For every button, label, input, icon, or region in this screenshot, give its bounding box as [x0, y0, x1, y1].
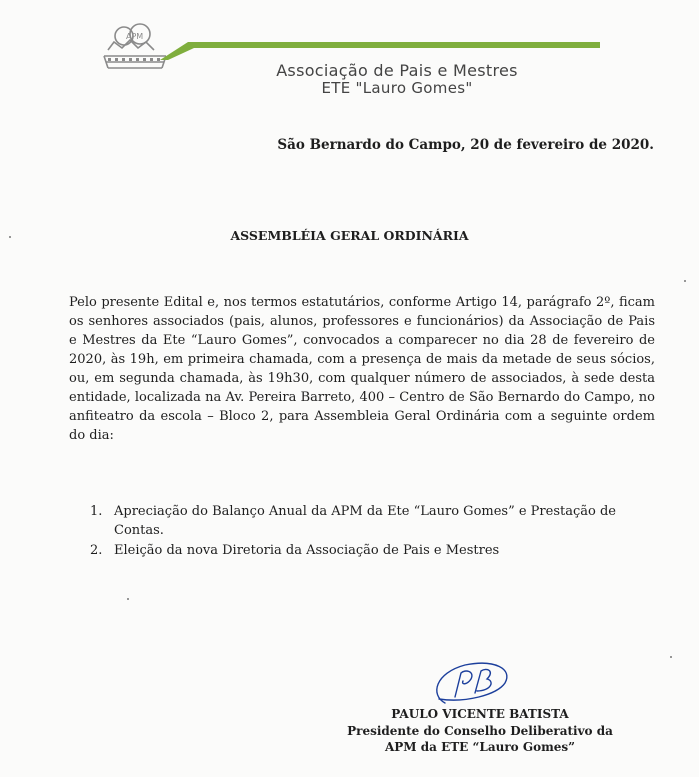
agenda-item — [90, 541, 655, 560]
signature — [425, 655, 515, 710]
agenda-item-number: 2. — [90, 543, 103, 558]
organization-name — [222, 62, 572, 97]
signer-role: Presidente do Conselho Deliberativo da — [347, 723, 613, 738]
body-paragraph: Pelo presente Edital e, nos termos estatutários, conforme Artigo 14, parágrafo 2º, ficam os senhores associados (pais, alunos, professores e funcionários) da Associação de Pais e Mestres da Ete “Lauro Gomes”, convocados a comparecer no dia 28 de fevereiro de 2020, às 19h, em primeira chamada, com a presença de mais da metade de seus sócios, ou, em segunda chamada, às 19h30, com qualquer número de associados, à sede desta entidade, localizada na Av. Pereira Barreto, 400 – Centro de São Bernardo do Campo, no anfiteatro da escola – Bloco 2, para Assembleia Geral Ordinária com a seguinte ordem do dia: — [69, 295, 655, 443]
agenda-item-text: Eleição da nova Diretoria da Associação de Pais e Mestres — [114, 543, 500, 558]
signer-org: APM da ETE “Lauro Gomes” — [384, 740, 576, 754]
org-line-1: Associação de Pais e Mestres — [276, 61, 518, 80]
document-title: ASSEMBLÉIA GERAL ORDINÁRIA — [230, 228, 469, 243]
signer-name: PAULO VICENTE BATISTA — [391, 707, 569, 721]
agenda-list — [90, 502, 655, 561]
signer-block — [330, 706, 630, 756]
scan-speck — [9, 236, 11, 238]
agenda-item-number: 1. — [90, 504, 103, 519]
header-band — [160, 40, 600, 60]
agenda-item-text: Apreciação do Balanço Anual da APM da Ete “Lauro Gomes” e Prestação de Contas. — [114, 504, 616, 538]
scan-speck — [127, 598, 129, 600]
agenda-item — [90, 502, 655, 540]
scan-speck — [670, 656, 672, 658]
scan-speck — [684, 280, 686, 282]
logo-text: APM — [126, 32, 144, 41]
org-line-2: ETE "Lauro Gomes" — [321, 79, 473, 97]
place-date: São Bernardo do Campo, 20 de fevereiro de 2020. — [277, 137, 654, 153]
